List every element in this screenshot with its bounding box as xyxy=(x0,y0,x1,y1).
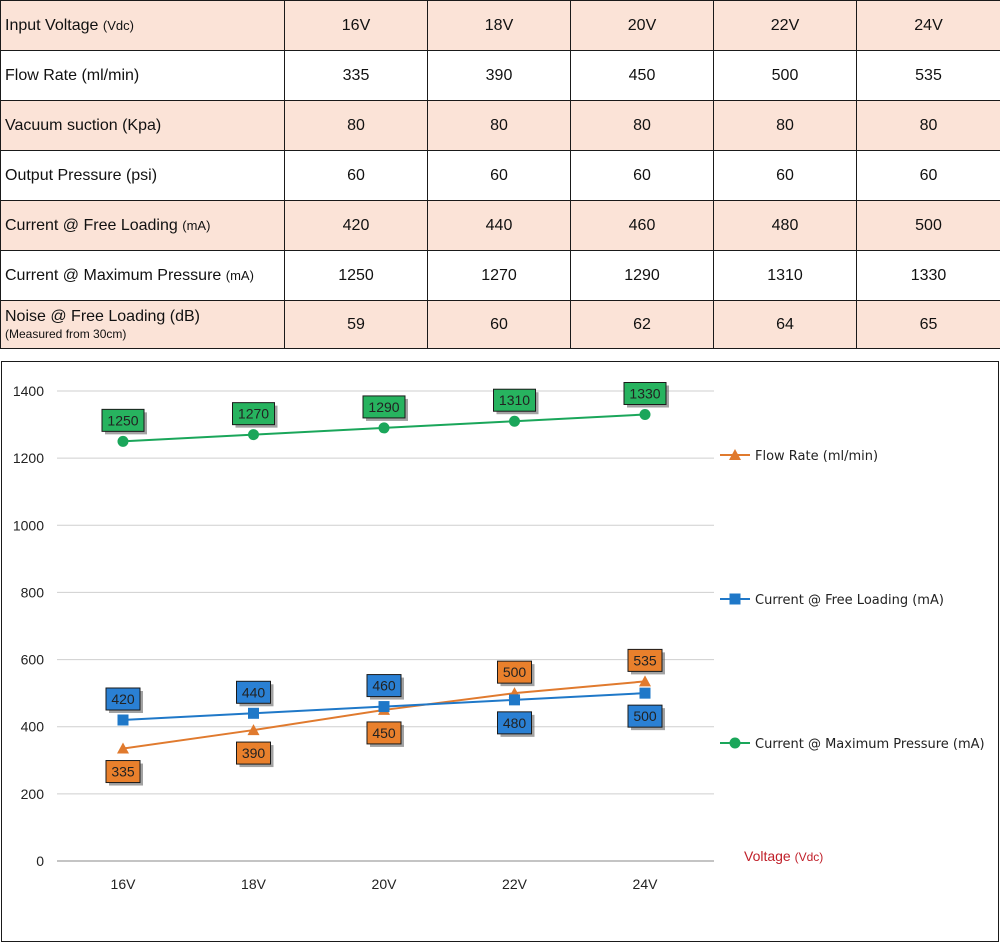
row-label-cell xyxy=(1,201,285,251)
header-label-cell xyxy=(1,1,285,51)
data-label: 500 xyxy=(502,664,527,681)
table-cell: 64 xyxy=(714,301,857,349)
data-label: 1330 xyxy=(629,385,661,402)
data-label: 1250 xyxy=(107,412,139,429)
y-tick-label: 1000 xyxy=(12,517,44,534)
x-tick-label: 18V xyxy=(241,876,266,892)
data-label: 440 xyxy=(241,684,266,701)
table-cell: 1250 xyxy=(285,251,428,301)
header-voltage-cell: 24V xyxy=(857,1,1000,51)
table-cell: 440 xyxy=(428,201,571,251)
table-cell: 335 xyxy=(285,51,428,101)
data-label: 450 xyxy=(372,724,396,741)
table-cell: 60 xyxy=(714,151,857,201)
x-tick-label: 22V xyxy=(502,876,527,892)
y-tick-label: 0 xyxy=(36,853,44,869)
table-cell: 65 xyxy=(857,301,1000,349)
table-cell: 80 xyxy=(857,101,1000,151)
table-cell: 500 xyxy=(714,51,857,101)
legend-label: Current @ Free Loading (mA) xyxy=(755,593,944,608)
table-cell: 60 xyxy=(857,151,1000,201)
data-point xyxy=(248,708,259,719)
x-axis-title-unit: (Vdc) xyxy=(794,850,824,864)
table-cell: 60 xyxy=(285,151,428,201)
data-point xyxy=(118,715,129,726)
y-tick-label: 1400 xyxy=(12,383,44,399)
table-row-noise xyxy=(1,301,1000,349)
table-cell: 60 xyxy=(428,151,571,201)
y-tick-label: 600 xyxy=(20,651,44,668)
row-label: Flow Rate (ml/min) xyxy=(1,51,285,101)
header-voltage-cell: 18V xyxy=(428,1,571,51)
legend-marker xyxy=(730,594,741,605)
data-label: 1270 xyxy=(237,405,270,422)
row-unit: (mA) xyxy=(225,267,254,283)
row-label: Noise @ Free Loading (dB) xyxy=(5,308,200,325)
data-label: 420 xyxy=(111,691,135,707)
header-voltage-cell: 20V xyxy=(571,1,714,51)
table-row-output-pressure xyxy=(1,151,1000,201)
header-label: Input Voltage xyxy=(5,16,99,34)
spec-table xyxy=(0,0,1000,349)
data-point xyxy=(509,694,520,705)
data-label: 335 xyxy=(111,763,135,780)
line-chart xyxy=(1,361,999,942)
table-row-current-max xyxy=(1,251,1000,301)
data-point xyxy=(640,688,651,699)
table-cell: 535 xyxy=(857,51,1000,101)
row-note: (Measured from 30cm) xyxy=(5,327,127,341)
data-label: 480 xyxy=(502,714,527,731)
table-cell: 450 xyxy=(571,51,714,101)
x-tick-label: 20V xyxy=(371,876,397,892)
legend-label: Current @ Maximum Pressure (mA) xyxy=(755,737,985,752)
data-point xyxy=(118,436,129,447)
y-tick-label: 400 xyxy=(20,718,44,735)
data-label: 390 xyxy=(241,745,266,762)
data-label: 535 xyxy=(633,652,657,669)
data-point xyxy=(248,429,259,440)
data-label: 1290 xyxy=(368,398,400,415)
table-cell: 500 xyxy=(857,201,1000,251)
legend-marker xyxy=(730,738,741,749)
y-tick-label: 1200 xyxy=(12,450,44,467)
y-tick-label: 200 xyxy=(20,785,44,802)
row-label: Vacuum suction (Kpa) xyxy=(1,101,285,151)
table-cell: 1330 xyxy=(857,251,1000,301)
table-cell: 1270 xyxy=(428,251,571,301)
header-voltage-cell: 22V xyxy=(714,1,857,51)
x-axis-title xyxy=(744,848,823,864)
table-cell: 420 xyxy=(285,201,428,251)
data-label: 1310 xyxy=(498,392,531,409)
row-label: Current @ Free Loading xyxy=(5,216,178,234)
table-cell: 1310 xyxy=(714,251,857,301)
data-label: 460 xyxy=(372,677,396,694)
data-point xyxy=(379,701,390,712)
row-label: Output Pressure (psi) xyxy=(1,151,285,201)
x-axis-title-text: Voltage xyxy=(744,848,795,864)
data-point xyxy=(640,409,651,420)
table-cell: 480 xyxy=(714,201,857,251)
legend-label: Flow Rate (ml/min) xyxy=(755,449,879,464)
row-label-cell xyxy=(1,251,285,301)
row-label: Current @ Maximum Pressure xyxy=(5,266,222,284)
table-cell: 60 xyxy=(571,151,714,201)
chart-svg xyxy=(2,362,998,941)
table-cell: 1290 xyxy=(571,251,714,301)
y-tick-label: 800 xyxy=(20,584,44,601)
data-point xyxy=(379,422,390,433)
table-row-vacuum xyxy=(1,101,1000,151)
table-cell: 62 xyxy=(571,301,714,349)
data-point xyxy=(509,416,520,427)
row-label-cell xyxy=(1,301,285,349)
table-cell: 59 xyxy=(285,301,428,349)
table-cell: 60 xyxy=(428,301,571,349)
table-cell: 80 xyxy=(714,101,857,151)
header-unit: (Vdc) xyxy=(102,17,134,33)
row-unit: (mA) xyxy=(182,217,211,233)
table-header-row xyxy=(1,1,1000,51)
table-row-current-free xyxy=(1,201,1000,251)
table-cell: 80 xyxy=(285,101,428,151)
table-cell: 80 xyxy=(571,101,714,151)
x-tick-label: 24V xyxy=(632,876,658,892)
table-cell: 390 xyxy=(428,51,571,101)
table-cell: 80 xyxy=(428,101,571,151)
table-row-flow-rate xyxy=(1,51,1000,101)
header-voltage-cell: 16V xyxy=(285,1,428,51)
data-label: 500 xyxy=(633,708,657,725)
x-tick-label: 16V xyxy=(110,876,136,892)
table-cell: 460 xyxy=(571,201,714,251)
